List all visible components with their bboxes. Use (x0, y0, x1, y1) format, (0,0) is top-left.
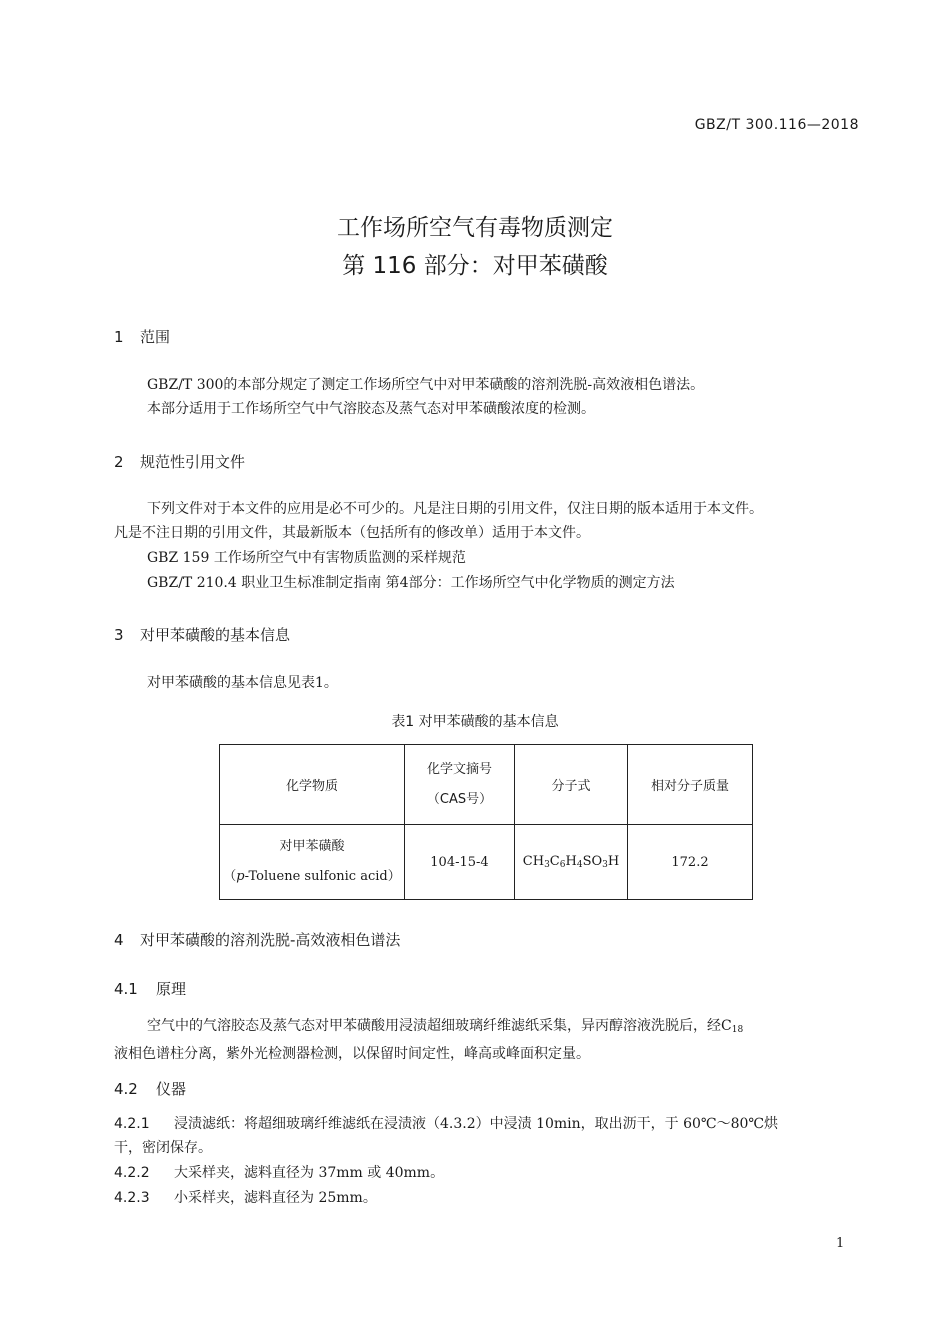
table-cell-substance (220, 825, 405, 900)
section-number: 3 (114, 626, 124, 644)
section-number: 2 (114, 453, 124, 471)
subscript: 4 (576, 860, 583, 870)
paragraph: GBZ/T 300的本部分规定了测定工作场所空气中对甲苯磺酸的溶剂洗脱-高效液相色谱法。 (147, 377, 705, 393)
section-title: 原理 (156, 980, 187, 998)
subscript: 6 (559, 860, 566, 870)
paragraph (114, 1014, 860, 1066)
section-title: 对甲苯磺酸的基本信息 (140, 626, 291, 644)
text: CH (522, 854, 545, 869)
section-title: 规范性引用文件 (140, 453, 246, 471)
section-title: 对甲苯磺酸的溶剂洗脱-高效液相色谱法 (140, 931, 401, 949)
clause-text: 干，密闭保存。 (114, 1140, 212, 1156)
paragraph-line: 下列文件对于本文件的应用是必不可少的。凡是注日期的引用文件，仅注日期的版本适用于本文件。 (147, 501, 763, 517)
table-cell-cas: 104-15-4 (405, 825, 515, 900)
section-4-heading (114, 929, 400, 950)
basic-info-table (219, 744, 753, 900)
text: （ (223, 869, 237, 884)
paragraph-line (114, 1014, 860, 1042)
section-2-heading (114, 451, 245, 472)
subscript: 3 (602, 860, 608, 870)
text: H (607, 854, 620, 869)
clause-text: 小采样夹，滤料直径为 25mm。 (174, 1190, 377, 1206)
paragraph-line: 液相色谱柱分离，紫外光检测器检测，以保留时间定性，峰高或峰面积定量。 (114, 1046, 590, 1062)
section-4-2-heading (114, 1078, 186, 1099)
section-number: 4.1 (114, 980, 138, 998)
paragraph (114, 497, 860, 545)
paragraph-line: 凡是不注日期的引用文件，其最新版本（包括所有的修改单）适用于本文件。 (114, 525, 590, 541)
section-1-heading (114, 326, 170, 347)
section-number: 4.2 (114, 1080, 138, 1098)
table-header-cell: 化学物质 (220, 745, 405, 825)
header-text: 化学文摘号 (426, 761, 492, 777)
text: p (236, 869, 245, 884)
clause-number: 4.2.3 (114, 1190, 150, 1206)
clause-number: 4.2.1 (114, 1116, 150, 1132)
paragraph: 本部分适用于工作场所空气中气溶胶态及蒸气态对甲苯磺酸浓度的检测。 (147, 401, 595, 417)
section-number: 1 (114, 328, 124, 346)
subscript: 18 (731, 1025, 744, 1035)
table-row (220, 825, 753, 900)
document-title-line1: 工作场所空气有毒物质测定 (337, 215, 613, 241)
text: 空气中的气溶胶态及蒸气态对甲苯磺酸用浸渍超细玻璃纤维滤纸采集，异丙醇溶液洗脱后，经C (147, 1018, 732, 1034)
clause-text: 大采样夹，滤料直径为 37mm 或 40mm。 (174, 1165, 445, 1181)
paragraph: 对甲苯磺酸的基本信息见表1。 (147, 675, 338, 691)
clause-number: 4.2.2 (114, 1165, 150, 1181)
page-number: 1 (836, 1236, 845, 1251)
table-header-cell (405, 745, 515, 825)
text: C (549, 854, 560, 869)
section-4-1-heading (114, 978, 186, 999)
section-title: 范围 (140, 328, 171, 346)
clause-4-2-1 (114, 1112, 860, 1160)
header-text: （CAS号） (426, 791, 493, 807)
section-title: 仪器 (156, 1080, 187, 1098)
section-3-heading (114, 624, 290, 645)
section-number: 4 (114, 931, 124, 949)
text: -Toluene sulfonic acid） (244, 869, 401, 884)
table-cell-formula (515, 825, 628, 900)
table-caption: 表1 对甲苯磺酸的基本信息 (391, 714, 559, 730)
document-title-line2: 第 116 部分：对甲苯磺酸 (342, 253, 608, 279)
text: SO (582, 854, 603, 869)
normative-reference: GBZ 159 工作场所空气中有害物质监测的采样规范 (147, 550, 466, 566)
clause-text: 浸渍滤纸：将超细玻璃纤维滤纸在浸渍液（4.3.2）中浸渍 10min，取出沥干，于 60℃～80℃烘 (174, 1116, 779, 1132)
clause-4-2-2 (114, 1161, 860, 1185)
normative-reference: GBZ/T 210.4 职业卫生标准制定指南 第4部分：工作场所空气中化学物质的测定方法 (147, 575, 675, 591)
table-cell-mw: 172.2 (628, 825, 753, 900)
standard-number: GBZ/T 300.116—2018 (694, 117, 859, 133)
text: H (565, 854, 577, 869)
clause-4-2-3 (114, 1186, 860, 1210)
table-header-cell: 分子式 (515, 745, 628, 825)
table-header-row (220, 745, 753, 825)
substance-name-cn: 对甲苯磺酸 (279, 839, 345, 854)
table-header-cell: 相对分子质量 (628, 745, 753, 825)
subscript: 3 (544, 860, 550, 870)
substance-name-en (220, 862, 404, 892)
